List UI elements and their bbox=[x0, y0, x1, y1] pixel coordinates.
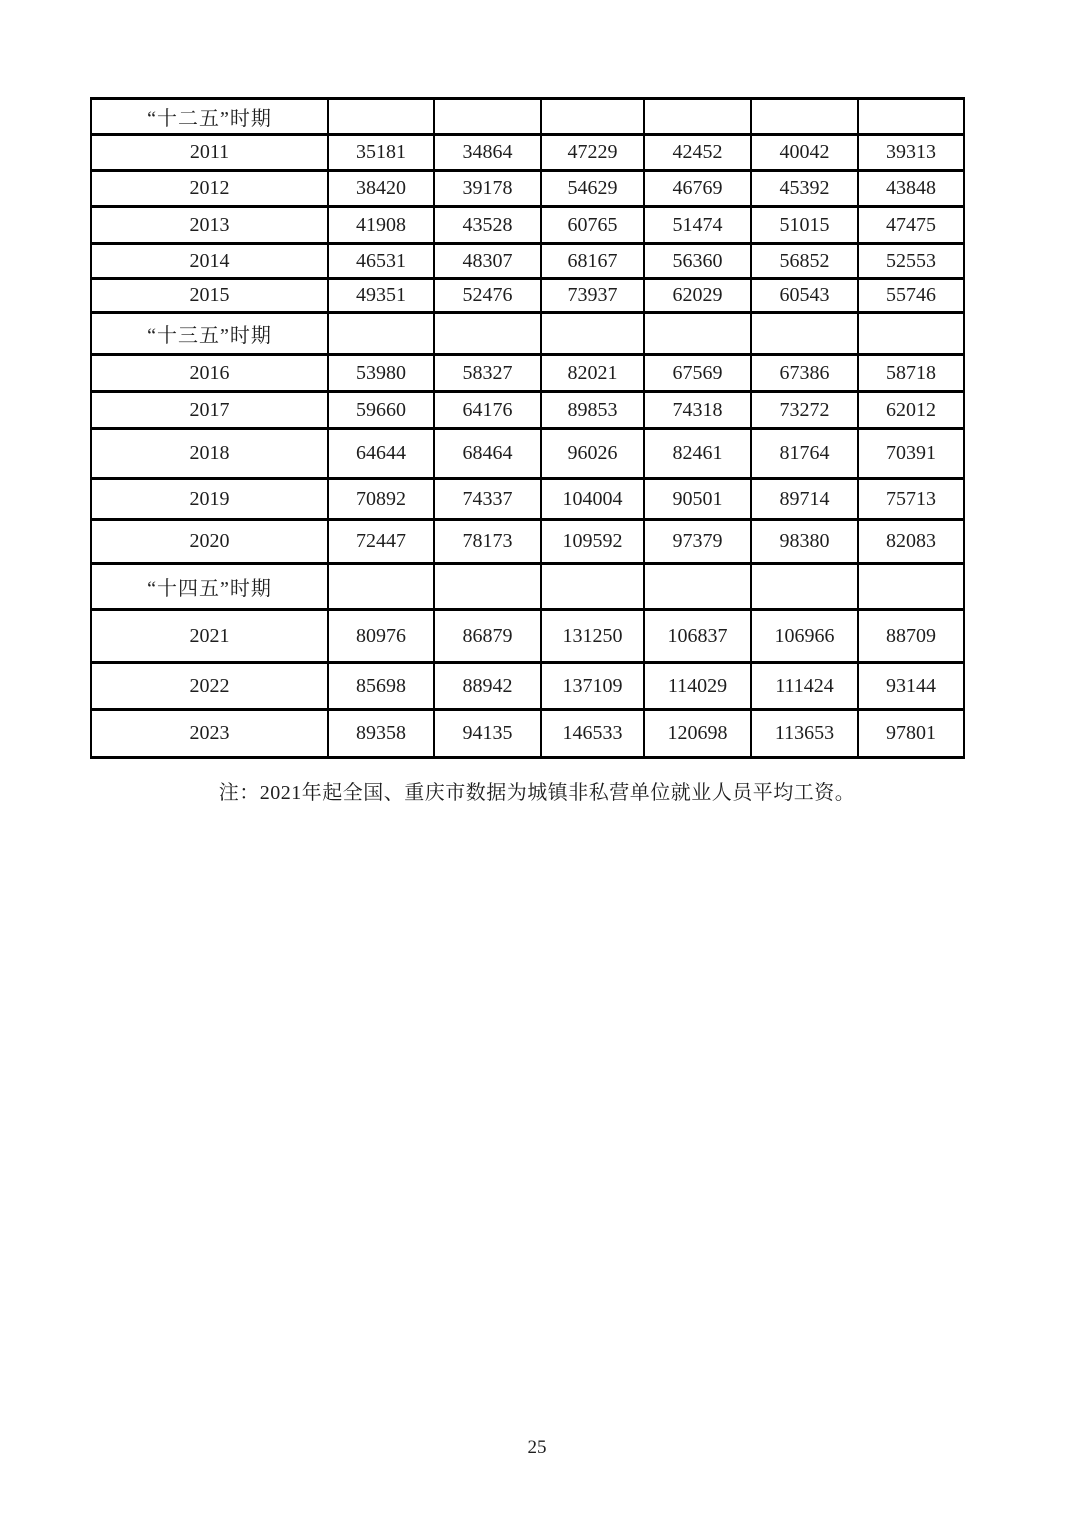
year-label: 2016 bbox=[91, 355, 328, 392]
table-footnote: 注：2021年起全国、重庆市数据为城镇非私营单位就业人员平均工资。 bbox=[218, 782, 856, 804]
year-label: 2011 bbox=[91, 135, 328, 171]
value-cell bbox=[434, 313, 541, 355]
value-cell: 73937 bbox=[541, 279, 644, 313]
year-row bbox=[91, 279, 964, 313]
value-cell bbox=[644, 99, 751, 135]
value-cell: 43528 bbox=[434, 207, 541, 244]
year-label: 2018 bbox=[91, 429, 328, 479]
value-cell: 74318 bbox=[644, 392, 751, 429]
year-label: 2021 bbox=[91, 610, 328, 663]
value-cell: 96026 bbox=[541, 429, 644, 479]
value-cell: 46531 bbox=[328, 244, 434, 279]
year-row bbox=[91, 244, 964, 279]
value-cell: 59660 bbox=[328, 392, 434, 429]
value-cell: 67569 bbox=[644, 355, 751, 392]
value-cell: 97379 bbox=[644, 520, 751, 564]
value-cell: 60765 bbox=[541, 207, 644, 244]
year-label: 2015 bbox=[91, 279, 328, 313]
value-cell: 39178 bbox=[434, 171, 541, 207]
value-cell: 73272 bbox=[751, 392, 858, 429]
value-cell: 81764 bbox=[751, 429, 858, 479]
value-cell: 90501 bbox=[644, 479, 751, 520]
year-row bbox=[91, 610, 964, 663]
value-cell: 86879 bbox=[434, 610, 541, 663]
value-cell: 94135 bbox=[434, 710, 541, 758]
year-row bbox=[91, 135, 964, 171]
value-cell bbox=[751, 564, 858, 610]
value-cell: 70892 bbox=[328, 479, 434, 520]
value-cell: 67386 bbox=[751, 355, 858, 392]
page-number: 25 bbox=[527, 1437, 547, 1458]
value-cell: 104004 bbox=[541, 479, 644, 520]
value-cell: 93144 bbox=[858, 663, 964, 710]
value-cell: 113653 bbox=[751, 710, 858, 758]
value-cell: 89714 bbox=[751, 479, 858, 520]
value-cell bbox=[434, 564, 541, 610]
year-label: 2019 bbox=[91, 479, 328, 520]
year-row bbox=[91, 392, 964, 429]
year-row bbox=[91, 663, 964, 710]
year-row bbox=[91, 429, 964, 479]
value-cell bbox=[644, 564, 751, 610]
value-cell: 82083 bbox=[858, 520, 964, 564]
value-cell: 56360 bbox=[644, 244, 751, 279]
value-cell: 47229 bbox=[541, 135, 644, 171]
year-label: 2013 bbox=[91, 207, 328, 244]
value-cell: 88942 bbox=[434, 663, 541, 710]
value-cell: 82461 bbox=[644, 429, 751, 479]
value-cell: 53980 bbox=[328, 355, 434, 392]
value-cell: 88709 bbox=[858, 610, 964, 663]
value-cell: 39313 bbox=[858, 135, 964, 171]
year-label: 2012 bbox=[91, 171, 328, 207]
value-cell: 89853 bbox=[541, 392, 644, 429]
value-cell: 34864 bbox=[434, 135, 541, 171]
value-cell: 51474 bbox=[644, 207, 751, 244]
value-cell bbox=[858, 313, 964, 355]
value-cell: 51015 bbox=[751, 207, 858, 244]
value-cell: 38420 bbox=[328, 171, 434, 207]
value-cell: 52553 bbox=[858, 244, 964, 279]
year-row bbox=[91, 520, 964, 564]
value-cell: 146533 bbox=[541, 710, 644, 758]
period-row bbox=[91, 313, 964, 355]
value-cell: 106837 bbox=[644, 610, 751, 663]
value-cell: 43848 bbox=[858, 171, 964, 207]
value-cell: 109592 bbox=[541, 520, 644, 564]
year-row bbox=[91, 355, 964, 392]
value-cell bbox=[328, 313, 434, 355]
value-cell: 64644 bbox=[328, 429, 434, 479]
value-cell: 49351 bbox=[328, 279, 434, 313]
value-cell bbox=[541, 564, 644, 610]
value-cell: 111424 bbox=[751, 663, 858, 710]
year-label: 2017 bbox=[91, 392, 328, 429]
value-cell: 70391 bbox=[858, 429, 964, 479]
value-cell: 48307 bbox=[434, 244, 541, 279]
year-label: 2014 bbox=[91, 244, 328, 279]
value-cell: 56852 bbox=[751, 244, 858, 279]
value-cell: 62029 bbox=[644, 279, 751, 313]
value-cell: 64176 bbox=[434, 392, 541, 429]
value-cell: 74337 bbox=[434, 479, 541, 520]
year-label: 2022 bbox=[91, 663, 328, 710]
value-cell bbox=[328, 99, 434, 135]
table-body bbox=[91, 99, 964, 758]
value-cell bbox=[541, 99, 644, 135]
year-label: 2023 bbox=[91, 710, 328, 758]
value-cell: 85698 bbox=[328, 663, 434, 710]
value-cell: 60543 bbox=[751, 279, 858, 313]
value-cell: 78173 bbox=[434, 520, 541, 564]
value-cell: 58718 bbox=[858, 355, 964, 392]
value-cell: 46769 bbox=[644, 171, 751, 207]
value-cell bbox=[858, 564, 964, 610]
value-cell bbox=[644, 313, 751, 355]
value-cell: 62012 bbox=[858, 392, 964, 429]
value-cell: 55746 bbox=[858, 279, 964, 313]
period-row bbox=[91, 99, 964, 135]
value-cell bbox=[328, 564, 434, 610]
value-cell: 54629 bbox=[541, 171, 644, 207]
period-label: “十四五”时期 bbox=[91, 564, 328, 610]
period-label: “十二五”时期 bbox=[91, 99, 328, 135]
value-cell bbox=[751, 313, 858, 355]
value-cell: 72447 bbox=[328, 520, 434, 564]
value-cell: 82021 bbox=[541, 355, 644, 392]
period-row bbox=[91, 564, 964, 610]
value-cell: 75713 bbox=[858, 479, 964, 520]
year-row bbox=[91, 171, 964, 207]
value-cell: 68464 bbox=[434, 429, 541, 479]
value-cell: 97801 bbox=[858, 710, 964, 758]
value-cell: 114029 bbox=[644, 663, 751, 710]
value-cell bbox=[541, 313, 644, 355]
value-cell: 98380 bbox=[751, 520, 858, 564]
value-cell: 40042 bbox=[751, 135, 858, 171]
value-cell: 45392 bbox=[751, 171, 858, 207]
value-cell: 80976 bbox=[328, 610, 434, 663]
value-cell: 47475 bbox=[858, 207, 964, 244]
value-cell: 58327 bbox=[434, 355, 541, 392]
year-label: 2020 bbox=[91, 520, 328, 564]
value-cell: 42452 bbox=[644, 135, 751, 171]
value-cell bbox=[751, 99, 858, 135]
value-cell: 68167 bbox=[541, 244, 644, 279]
value-cell: 41908 bbox=[328, 207, 434, 244]
value-cell: 131250 bbox=[541, 610, 644, 663]
value-cell: 120698 bbox=[644, 710, 751, 758]
period-label: “十三五”时期 bbox=[91, 313, 328, 355]
value-cell: 137109 bbox=[541, 663, 644, 710]
value-cell: 106966 bbox=[751, 610, 858, 663]
value-cell: 35181 bbox=[328, 135, 434, 171]
average-wage-table bbox=[90, 97, 965, 759]
year-row bbox=[91, 207, 964, 244]
year-row bbox=[91, 479, 964, 520]
year-row bbox=[91, 710, 964, 758]
value-cell: 52476 bbox=[434, 279, 541, 313]
value-cell bbox=[858, 99, 964, 135]
value-cell: 89358 bbox=[328, 710, 434, 758]
value-cell bbox=[434, 99, 541, 135]
